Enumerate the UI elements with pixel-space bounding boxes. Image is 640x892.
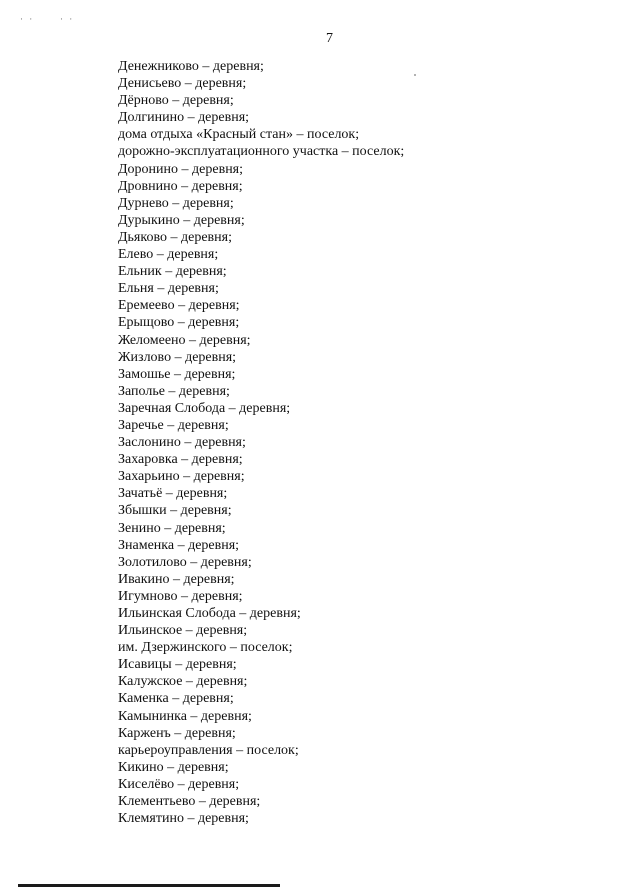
list-item: Еремеево – деревня;	[118, 298, 240, 314]
list-item: Заполье – деревня;	[118, 383, 230, 399]
settlement-list	[118, 58, 404, 827]
list-item: Захарьино – деревня;	[118, 469, 245, 485]
list-item: Ерыщово – деревня;	[118, 315, 240, 331]
list-item: Ельня – деревня;	[118, 281, 219, 297]
list-item: Киселёво – деревня;	[118, 776, 240, 792]
list-item: Дурыкино – деревня;	[118, 212, 245, 228]
list-item: Елево – деревня;	[118, 247, 219, 263]
list-item: дорожно-эксплуатационного участка – поселок;	[118, 144, 405, 160]
list-item: Доронино – деревня;	[118, 161, 244, 177]
list-item: Заслонино – деревня;	[118, 435, 246, 451]
list-item: Ильинское – деревня;	[118, 623, 248, 639]
list-item: Камынинка – деревня;	[118, 708, 252, 724]
list-item: Каменка – деревня;	[118, 691, 234, 707]
list-item: Замошье – деревня;	[118, 366, 236, 382]
scan-dust-speck	[414, 74, 416, 76]
list-item: Дурнево – деревня;	[118, 195, 234, 211]
list-item: карьероуправления – поселок;	[118, 742, 299, 758]
list-item: Заречье – деревня;	[118, 417, 229, 433]
list-item: Захаровка – деревня;	[118, 452, 243, 468]
list-item: Игумново – деревня;	[118, 588, 243, 604]
list-item: Кикино – деревня;	[118, 759, 229, 775]
list-item: Дровнино – деревня;	[118, 178, 243, 194]
scan-artifact-mark: · ·	[60, 14, 75, 24]
list-item: Долгинино – деревня;	[118, 110, 250, 126]
list-item: Денежниково – деревня;	[118, 59, 264, 74]
list-item: Дьяково – деревня;	[118, 229, 232, 245]
list-item: Калужское – деревня;	[118, 674, 248, 690]
list-item: Карженъ – деревня;	[118, 725, 236, 741]
list-item: Ильинская Слобода – деревня;	[118, 606, 301, 621]
list-item: Желомеено – деревня;	[118, 332, 251, 348]
list-item: Заречная Слобода – деревня;	[118, 400, 291, 416]
list-item: дома отдыха «Красный стан» – поселок;	[118, 127, 360, 143]
scan-edge-bar	[18, 884, 280, 887]
list-item: Ельник – деревня;	[118, 264, 227, 280]
list-item: Исавицы – деревня;	[118, 657, 237, 673]
list-item: Жизлово – деревня;	[118, 349, 237, 365]
list-item: им. Дзержинского – поселок;	[118, 640, 293, 656]
list-item: Золотилово – деревня;	[118, 554, 252, 570]
page-number: 7	[326, 31, 333, 46]
list-item: Денисьево – деревня;	[118, 76, 247, 92]
list-item: Зачатьё – деревня;	[118, 486, 228, 502]
list-item: Знаменка – деревня;	[118, 537, 240, 553]
list-item: Ивакино – деревня;	[118, 571, 235, 587]
list-item: Зенино – деревня;	[118, 520, 226, 536]
list-item: Клементьево – деревня;	[118, 794, 261, 810]
scan-artifact-mark: · ·	[20, 14, 35, 24]
list-item: Збышки – деревня;	[118, 503, 232, 519]
list-item: Дёрново – деревня;	[118, 93, 234, 109]
list-item: Клемятино – деревня;	[118, 811, 249, 827]
